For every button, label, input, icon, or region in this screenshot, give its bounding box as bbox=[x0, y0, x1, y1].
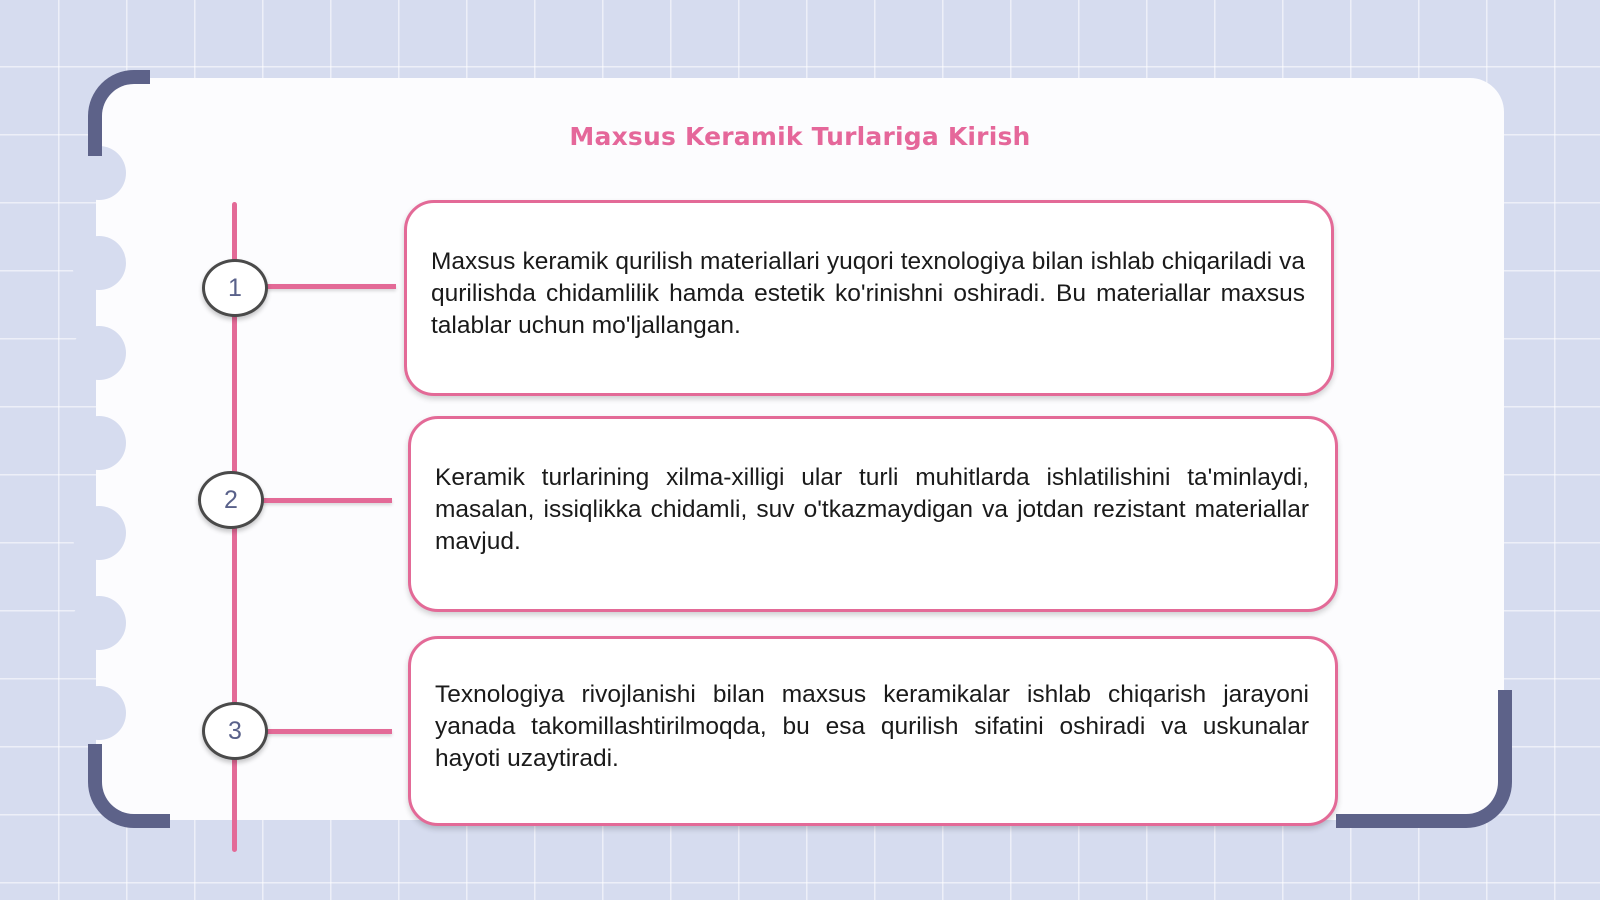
notebook-tear-hole bbox=[72, 326, 126, 380]
timeline-item-text: Texnologiya rivojlanishi bilan maxsus keramikalar ishlab chiqarish jarayoni yanada takomillashtirilmoqda, bu esa qurilish sifatini oshiradi va uskunalar hayoti uzaytiradi. bbox=[435, 681, 1309, 772]
timeline-text-box bbox=[408, 636, 1338, 826]
frame-corner-bottom-left bbox=[88, 744, 170, 828]
notebook-tear-hole bbox=[72, 236, 126, 290]
timeline-step-number: 3 bbox=[202, 702, 268, 760]
slide-title: Maxsus Keramik Turlariga Kirish bbox=[569, 122, 1031, 151]
notebook-tear-hole bbox=[72, 686, 126, 740]
timeline-step-number: 2 bbox=[198, 471, 264, 529]
timeline-text-box bbox=[404, 200, 1334, 396]
notebook-tear-hole bbox=[72, 506, 126, 560]
timeline-connector bbox=[262, 284, 396, 289]
timeline-item-text: Maxsus keramik qurilish materiallari yuqori texnologiya bilan ishlab chiqariladi va qurilishda chidamlilik hamda estetik ko'rinishni oshiradi. Bu materiallar maxsus talablar uchun mo'ljallangan. bbox=[431, 248, 1305, 339]
notebook-tear-hole bbox=[72, 596, 126, 650]
timeline-connector bbox=[258, 498, 392, 503]
timeline-item-text: Keramik turlarining xilma-xilligi ular turli muhitlarda ishlatilishini ta'minlaydi, masalan, issiqlikka chidamli, suv o'tkazmaydigan va jotdan rezistant materiallar mavjud. bbox=[435, 464, 1309, 555]
timeline-step-number: 1 bbox=[202, 259, 268, 317]
timeline-text-box bbox=[408, 416, 1338, 612]
notebook-tear-hole bbox=[72, 416, 126, 470]
timeline-connector bbox=[262, 729, 392, 734]
frame-corner-bottom-right bbox=[1336, 690, 1512, 828]
